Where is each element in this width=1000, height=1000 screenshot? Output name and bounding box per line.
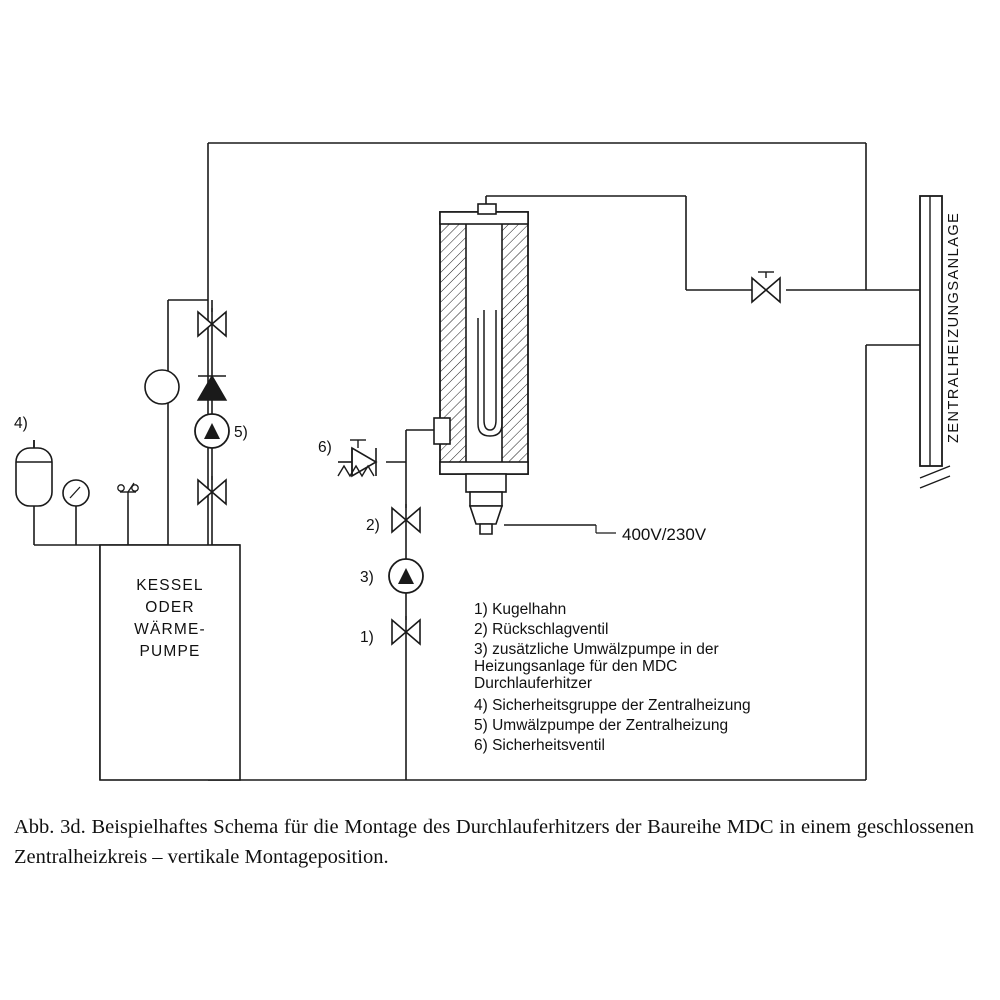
heater-top-nipple — [478, 204, 496, 214]
mdc-flow-heater — [434, 204, 528, 534]
heater-bottom-nipple — [480, 524, 492, 534]
central-heating-connector — [920, 196, 962, 488]
caption-line-2: einem geschlossenen Zentralheizkreis – vertikale Montageposition. — [14, 816, 975, 868]
ball-valve-1 — [360, 616, 420, 646]
boiler-label-line2: ODER — [145, 599, 195, 616]
callout-3-label: 3) — [360, 569, 374, 586]
pump-3 — [360, 559, 423, 593]
legend-item-3-cont2: Durchlauferhitzer — [474, 675, 593, 692]
boiler-label-line1: KESSEL — [136, 577, 204, 594]
callout-5-label: 5) — [234, 424, 248, 441]
callout-6-label: 6) — [318, 439, 332, 456]
heater-bottom-cone — [470, 506, 502, 524]
legend-item-6: 6) Sicherheitsventil — [474, 737, 605, 754]
caption-line-1: Abb. 3d. Beispielhaftes Schema für die Montage des Durchlauferhitzers der Baureihe MDC in — [14, 816, 796, 838]
check-valve-upper — [198, 376, 226, 400]
boiler-unit — [100, 545, 240, 780]
legend-list — [474, 601, 751, 754]
expansion-vessel — [16, 448, 52, 506]
heater-bottom-cap — [440, 462, 528, 474]
heater-bottom-collar — [470, 492, 502, 506]
air-vent-cap-left — [118, 485, 124, 491]
legend-item-1: 1) Kugelhahn — [474, 601, 567, 618]
ball-valve-top-right-body — [752, 278, 780, 302]
heater-terminal-box — [434, 418, 450, 444]
legend-item-2: 2) Rückschlagventil — [474, 621, 609, 638]
legend-item-4: 4) Sicherheitsgruppe der Zentralheizung — [474, 697, 751, 714]
safety-valve-6 — [318, 439, 376, 476]
check-valve-2 — [366, 504, 420, 534]
callout-1-label: 1) — [360, 629, 374, 646]
central-heating-label: ZENTRALHEIZUNGSANLAGE — [946, 211, 962, 443]
boiler-label-line3: WÄRME- — [134, 621, 206, 638]
left-gauge — [145, 370, 179, 404]
legend-item-3: 3) zusätzliche Umwälzpumpe in der — [474, 641, 719, 658]
safety-group-assembly — [14, 415, 138, 545]
voltage-label: 400V/230V — [622, 525, 707, 544]
figure-caption — [14, 812, 974, 872]
pressure-gauge — [63, 480, 89, 506]
callout-4-label: 4) — [14, 415, 28, 432]
boiler-label-line4: PUMPE — [139, 643, 201, 660]
legend-item-3-cont1: Heizungsanlage für den MDC — [474, 658, 678, 675]
heater-bottom-flange — [466, 474, 506, 492]
circulation-pump-assembly — [145, 308, 248, 504]
ball-valve-top-right — [752, 272, 780, 302]
ch-riser — [920, 196, 942, 466]
ch-break-hatch — [920, 466, 950, 488]
legend-item-5: 5) Umwälzpumpe der Zentralheizung — [474, 717, 729, 734]
callout-2-label: 2) — [366, 517, 380, 534]
